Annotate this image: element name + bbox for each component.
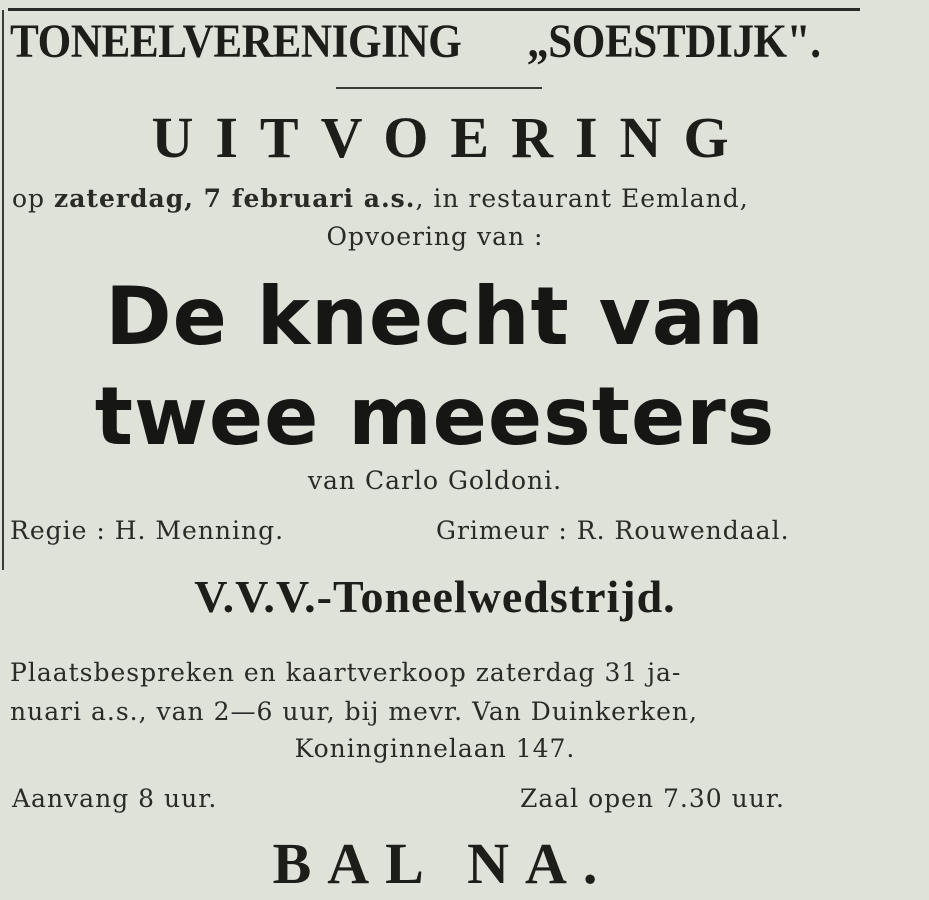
event-date-line: [12, 184, 749, 213]
society-label: TONEELVERENIGING: [10, 15, 462, 68]
performance-intro: Opvoering van :: [326, 222, 544, 251]
booking-address: Koninginnelaan 147.: [294, 734, 576, 763]
play-title-line-2: twee meesters: [94, 370, 776, 463]
director-credit: Regie : H. Menning.: [10, 516, 285, 545]
booking-line-1: Plaatsbespreken en kaartverkoop zaterdag 31 ja-: [10, 658, 682, 687]
event-date: zaterdag, 7 februari a.s.: [54, 184, 416, 213]
hall-open-time: Zaal open 7.30 uur.: [520, 784, 785, 813]
makeup-credit: Grimeur : R. Rouwendaal.: [436, 516, 790, 545]
event-venue: , in restaurant Eemland,: [415, 184, 749, 213]
event-prefix: op: [12, 184, 55, 213]
society-name: „SOESTDIJK".: [527, 15, 821, 68]
society-name-heading: [10, 14, 821, 69]
performance-headline: UITVOERING: [151, 105, 751, 170]
heading-divider: [336, 87, 542, 89]
play-author: van Carlo Goldoni.: [307, 466, 563, 495]
competition-title: V.V.V.-Toneelwedstrijd.: [194, 571, 676, 622]
play-title-line-1: De knecht van: [105, 270, 765, 363]
top-border-rule: [8, 8, 860, 11]
closing-dance-notice: BAL NA.: [272, 831, 614, 896]
booking-line-2: nuari a.s., van 2—6 uur, bij mevr. Van Duinkerken,: [10, 697, 698, 726]
start-time: Aanvang 8 uur.: [12, 784, 218, 813]
